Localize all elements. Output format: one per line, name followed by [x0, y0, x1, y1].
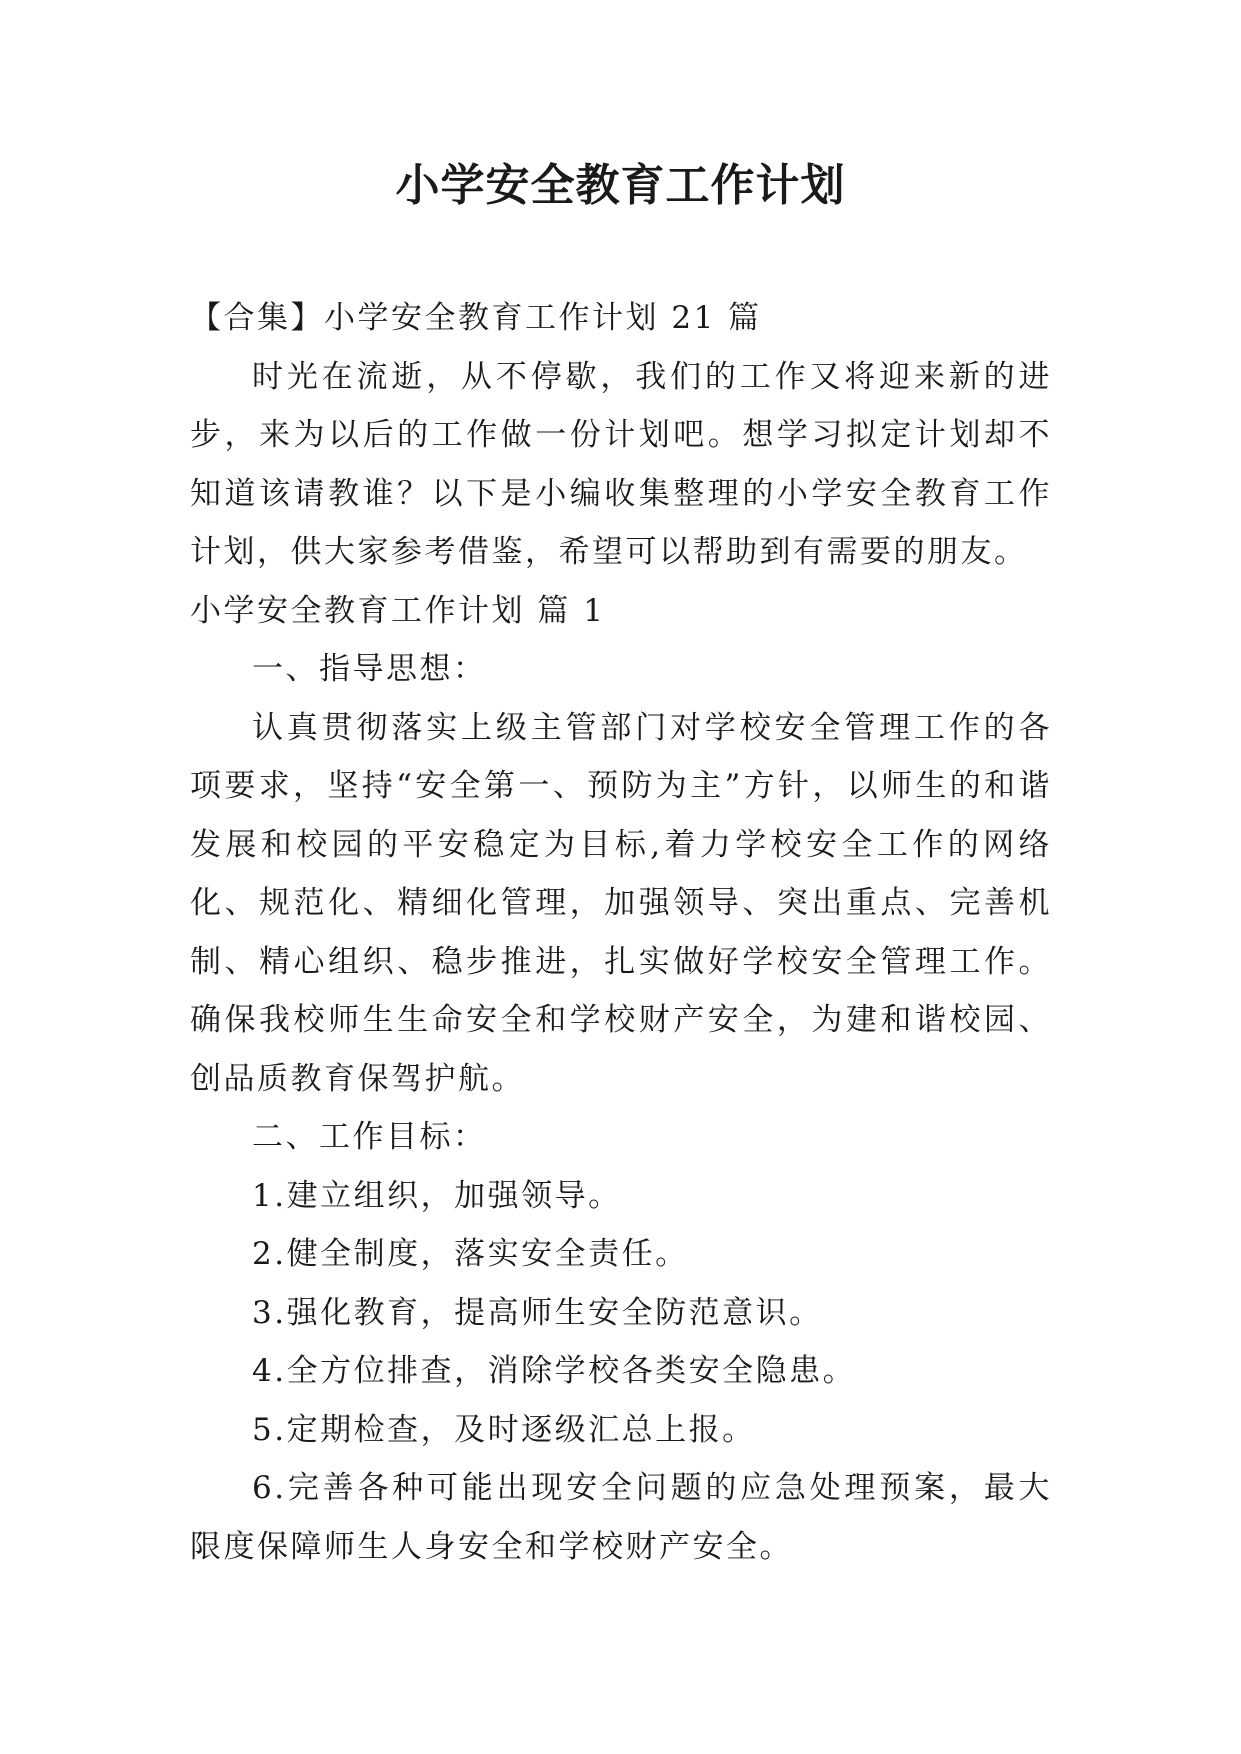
heading-guiding-ideology: 一、指导思想：	[252, 651, 487, 687]
list-item-goal-2: 2.健全制度，落实安全责任。	[252, 1236, 689, 1272]
document-body	[190, 289, 1052, 1576]
paragraph-intro: 时光在流逝，从不停歇，我们的工作又将迎来新的进步，来为以后的工作做一份计划吧。想学习拟定计划却不知道该请教谁？以下是小编收集整理的小学安全教育工作计划，供大家参考借鉴，希望可以帮助到有需要的朋友。	[190, 358, 1052, 570]
list-item-goal-3: 3.强化教育，提高师生安全防范意识。	[252, 1294, 823, 1331]
section-heading-part-1: 小学安全教育工作计划 篇 1	[190, 592, 606, 629]
document-title: 小学安全教育工作计划	[395, 160, 846, 211]
paragraph-guiding-ideology: 认真贯彻落实上级主管部门对学校安全管理工作的各项要求，坚持“安全第一、预防为主”方针，以师生的和谐发展和校园的平安稳定为目标,着力学校安全工作的网络化、规范化、精细化管理，加强领导、突出重点、完善机制、精心组织、稳步推进，扎实做好学校安全管理工作。确保我校师生生命安全和学校财产安全，为建和谐校园、创品质教育保驾护航。	[190, 709, 1052, 1097]
list-item-goal-5: 5.定期检查，及时逐级汇总上报。	[252, 1411, 756, 1448]
list-item-goal-6: 6.完善各种可能出现安全问题的应急处理预案，最大限度保障师生人身安全和学校财产安全。	[190, 1470, 1052, 1565]
paragraph-collection-heading: 【合集】小学安全教育工作计划 21 篇	[190, 300, 762, 336]
heading-work-goals: 二、工作目标：	[252, 1119, 487, 1155]
list-item-goal-1: 1.建立组织，加强领导。	[252, 1177, 622, 1214]
list-item-goal-4: 4.全方位排查，消除学校各类安全隐患。	[252, 1353, 857, 1389]
